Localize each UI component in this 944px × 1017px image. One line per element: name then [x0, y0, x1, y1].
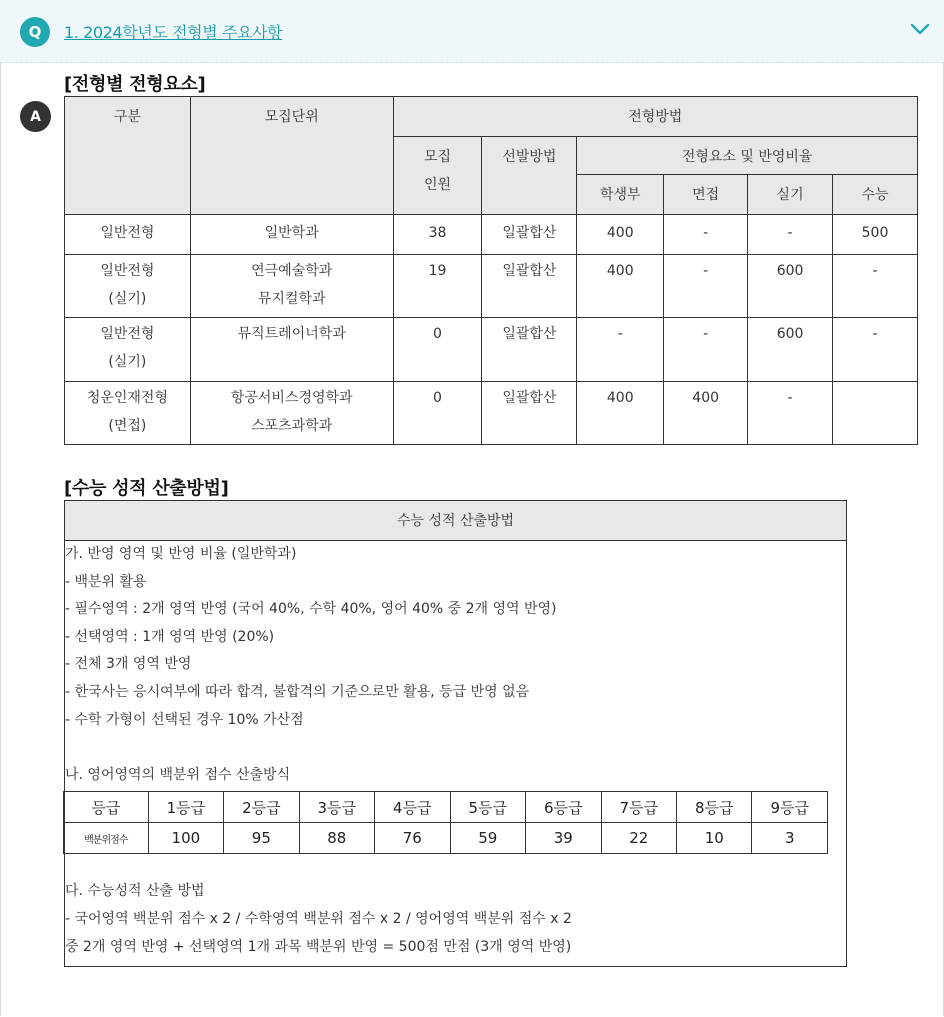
- header-student-record: 학생부: [577, 175, 664, 215]
- row-unit: [190, 382, 393, 445]
- score-cell: 59: [450, 823, 525, 854]
- grade-cell: 3등급: [299, 792, 374, 823]
- score-label: 백분위점수: [64, 823, 149, 854]
- row-interview: -: [664, 255, 748, 318]
- row-student: 400: [577, 215, 664, 255]
- row-category-line: (면접): [108, 418, 147, 434]
- method-line: - 국어영역 백분위 점수 x 2 / 수학영역 백분위 점수 x 2 / 영어영역 백분위 점수 x 2: [65, 910, 572, 927]
- method-line: - 한국사는 응시여부에 따라 합격, 불합격의 기준으로만 활용, 등급 반영 없음: [65, 683, 530, 700]
- row-category: [65, 255, 191, 318]
- header-method: 전형방법: [393, 97, 917, 137]
- table-row: [65, 382, 918, 445]
- header-csat: 수능: [833, 175, 918, 215]
- header-recruit-count: [393, 137, 482, 215]
- row-unit-line: 뮤지컬학과: [257, 291, 326, 307]
- table-row: [65, 318, 918, 382]
- row-csat: [833, 382, 918, 445]
- row-count: 38: [393, 215, 482, 255]
- method-line: - 수학 가형이 선택된 경우 10% 가산점: [65, 711, 304, 728]
- row-unit: [190, 255, 393, 318]
- method-line: 나. 영어영역의 백분위 점수 산출방식: [65, 766, 291, 783]
- row-student: -: [577, 318, 664, 382]
- score-cell: 76: [375, 823, 450, 854]
- grade-cell: 2등급: [224, 792, 299, 823]
- header-unit: 모집단위: [190, 97, 393, 215]
- score-cell: 3: [752, 823, 828, 854]
- score-cell: 39: [526, 823, 601, 854]
- chevron-down-icon[interactable]: [910, 22, 930, 36]
- question-badge: Q: [20, 17, 50, 47]
- row-practical: -: [748, 215, 833, 255]
- answer-badge: A: [20, 101, 51, 132]
- row-unit-line: 뮤직트레이너학과: [237, 326, 346, 342]
- method-line: 가. 반영 영역 및 반영 비율 (일반학과): [65, 546, 297, 562]
- row-count: 19: [393, 255, 482, 318]
- row-category-line: (실기): [108, 291, 147, 307]
- score-cell: 22: [601, 823, 676, 854]
- header-recruit-line1: 모집: [423, 149, 452, 165]
- row-practical: -: [748, 382, 833, 445]
- method-line: - 전체 3개 영역 반영: [65, 656, 192, 673]
- row-selection: 일괄합산: [482, 382, 577, 445]
- row-unit-line: 항공서비스경영학과: [230, 390, 353, 406]
- score-cell: 10: [677, 823, 752, 854]
- row-selection: 일괄합산: [482, 215, 577, 255]
- csat-method-header: 수능 성적 산출방법: [65, 501, 847, 541]
- method-line: 중 2개 영역 반영 + 선택영역 1개 과목 백분위 반영 = 500점 만점 (3개 영역 반영): [65, 938, 572, 955]
- question-title-link[interactable]: 1. 2024학년도 전형별 주요사항: [64, 23, 283, 42]
- table-row: [65, 215, 918, 255]
- spacer: [65, 866, 846, 878]
- row-category: [65, 382, 191, 445]
- header-elements: 전형요소 및 반영비율: [577, 137, 918, 175]
- row-category-line: 일반전형: [100, 326, 155, 342]
- row-student: 400: [577, 382, 664, 445]
- row-csat: -: [833, 318, 918, 382]
- grade-cell: 7등급: [601, 792, 676, 823]
- csat-method-table: [64, 500, 847, 967]
- row-interview: -: [664, 318, 748, 382]
- row-practical: 600: [748, 255, 833, 318]
- score-row: [64, 823, 828, 854]
- grade-cell: 1등급: [148, 792, 223, 823]
- row-csat: -: [833, 255, 918, 318]
- row-category: [65, 318, 191, 382]
- score-cell: 88: [299, 823, 374, 854]
- grade-row: [64, 792, 828, 823]
- grade-cell: 8등급: [677, 792, 752, 823]
- row-category-line: 일반전형: [100, 263, 155, 279]
- section-title-csat: [수능 성적 산출방법]: [64, 478, 229, 499]
- header-interview: 면접: [664, 175, 748, 215]
- method-line: - 필수영역 : 2개 영역 반영 (국어 40%, 수학 40%, 영어 40% 중 2개 영역 반영): [65, 601, 557, 618]
- row-category-line: 일반전형: [100, 225, 155, 241]
- section-title-elements: [전형별 전형요소]: [64, 74, 206, 95]
- table-row: [65, 255, 918, 318]
- row-unit-line: 일반학과: [264, 225, 319, 241]
- grade-cell: 6등급: [526, 792, 601, 823]
- header-category: 구분: [65, 97, 191, 215]
- row-csat: 500: [833, 215, 918, 255]
- row-count: 0: [393, 382, 482, 445]
- row-category: [65, 215, 191, 255]
- header-selection: 선발방법: [482, 137, 577, 215]
- method-line: - 백분위 활용: [65, 573, 147, 590]
- admission-elements-table: [64, 96, 918, 445]
- grade-cell: 5등급: [450, 792, 525, 823]
- spacer: [65, 734, 846, 762]
- row-unit: [190, 215, 393, 255]
- row-practical: 600: [748, 318, 833, 382]
- row-unit-line: 스포츠과학과: [251, 418, 333, 434]
- row-selection: 일괄합산: [482, 255, 577, 318]
- question-header[interactable]: [0, 0, 944, 63]
- row-category-line: 청운인재전형: [86, 390, 168, 406]
- csat-method-body: [65, 541, 847, 967]
- row-category-line: (실기): [108, 354, 147, 370]
- header-practical: 실기: [748, 175, 833, 215]
- row-count: 0: [393, 318, 482, 382]
- grade-cell: 9등급: [752, 792, 828, 823]
- english-grade-table: [63, 791, 828, 854]
- row-selection: 일괄합산: [482, 318, 577, 382]
- score-cell: 95: [224, 823, 299, 854]
- row-unit-line: 연극예술학과: [251, 263, 333, 279]
- grade-header-label: 등급: [64, 792, 149, 823]
- method-line: - 선택영역 : 1개 영역 반영 (20%): [65, 628, 275, 645]
- row-interview: -: [664, 215, 748, 255]
- score-cell: 100: [148, 823, 223, 854]
- row-student: 400: [577, 255, 664, 318]
- grade-cell: 4등급: [375, 792, 450, 823]
- row-unit: [190, 318, 393, 382]
- row-interview: 400: [664, 382, 748, 445]
- header-recruit-line2: 인원: [423, 177, 452, 193]
- method-line: 다. 수능성적 산출 방법: [65, 883, 205, 900]
